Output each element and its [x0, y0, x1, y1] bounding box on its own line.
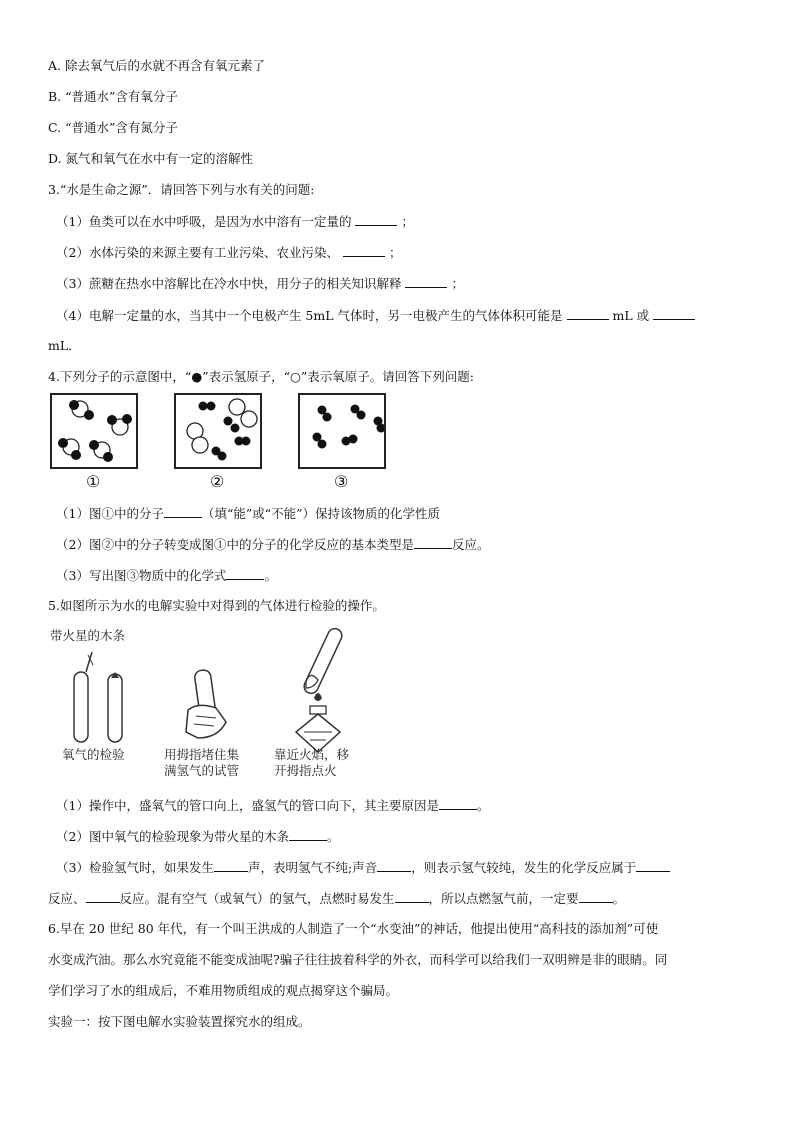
q3-blank-3[interactable] — [405, 275, 447, 288]
molecule-diagram-1 — [50, 393, 138, 469]
q3-part1-text: （1）鱼类可以在水中呼吸，是因为水中溶有一定量的 — [56, 214, 352, 229]
q4-part3 — [56, 567, 277, 584]
gas-test-figure — [48, 622, 368, 787]
molecule-diagram-3 — [298, 393, 386, 469]
q4-part1-text: （1）图①中的分子 — [56, 506, 164, 521]
oxygen-test-caption: 氧气的检验 — [62, 747, 125, 762]
q5-blank-8[interactable] — [579, 890, 613, 903]
q4-part1 — [56, 505, 440, 522]
q4-part3-text: （3）写出图③物质中的化学式 — [56, 568, 227, 583]
q3-part2-end: ； — [388, 245, 402, 260]
q5-part2-text: （2）图中氧气的检验现象为带火星的木条 — [56, 829, 289, 844]
q4-blank-2[interactable] — [414, 536, 452, 549]
q5-part4-b: 反应。混有空气（或氧气）的氢气，点燃时易发生 — [119, 891, 395, 906]
q3-part1 — [56, 213, 414, 230]
q5-blank-7[interactable] — [395, 890, 429, 903]
q3-part3-text: （3）蔗糖在热水中溶解比在冷水中快，用分子的相关知识解释 — [56, 276, 402, 291]
q5-part4-d: 。 — [612, 891, 626, 906]
q3-part1-end: ； — [401, 214, 414, 229]
option-a: A. 除去氧气后的水就不再含有氧元素了 — [48, 58, 265, 73]
molecule-diagram-2-svg — [176, 395, 260, 467]
q5-blank-2[interactable] — [289, 828, 327, 841]
q4-blank-3[interactable] — [226, 567, 264, 580]
q5-part3 — [56, 859, 670, 876]
q4-part2-end: 反应。 — [451, 537, 490, 552]
q5-part4-a: 反应、 — [48, 891, 86, 906]
q3-blank-2[interactable] — [343, 244, 385, 257]
q5-part1 — [56, 797, 489, 814]
q6-line-1: 6.早在 20 世纪 80 年代，有一个叫王洪成的人制造了一个“水变油”的神话，他提出使用“高科技的添加剂”可使 — [48, 921, 659, 936]
hydrogen-hold-caption-2: 满氢气的试管 — [164, 763, 240, 778]
q5-title: 5.如图所示为水的电解实验中对得到的气体进行检验的操作。 — [48, 598, 385, 613]
molecule-diagram-2 — [174, 393, 262, 469]
molecule-label-1: ① — [86, 472, 101, 491]
q3-part2 — [56, 244, 401, 261]
molecule-diagram-3-svg — [300, 395, 384, 467]
q4-title: 4.下列分子的示意图中，“●”表示氢原子，“○”表示氧原子。请回答下列问题: — [48, 369, 475, 384]
q3-part4 — [56, 307, 695, 324]
hydrogen-hold-caption-1: 用拇指堵住集 — [164, 747, 240, 762]
q5-blank-5[interactable] — [636, 859, 670, 872]
q3-blank-1[interactable] — [355, 213, 397, 226]
splint-label: 带火星的木条 — [50, 628, 126, 643]
q5-part1-end: 。 — [476, 798, 490, 813]
q5-blank-3[interactable] — [214, 859, 248, 872]
q3-title: 3.“水是生命之源”．请回答下列与水有关的问题: — [48, 182, 315, 197]
q5-part1-text: （1）操作中，盛氧气的管口向上，盛氢气的管口向下，其主要原因是 — [56, 798, 439, 813]
q4-part2-text: （2）图②中的分子转变成图①中的分子的化学反应的基本类型是 — [56, 537, 414, 552]
q4-part2 — [56, 536, 489, 553]
q3-blank-4[interactable] — [567, 307, 609, 320]
q5-part3-mid: 声，表明氢气不纯;声音 — [247, 860, 378, 875]
q3-part4-cont: mL． — [48, 338, 81, 353]
q5-part2-end: 。 — [326, 829, 340, 844]
q4-part1-end: （填“能”或“不能”）保持该物质的化学性质 — [201, 506, 441, 521]
ignite-caption-1: 靠近火焰，移 — [274, 747, 350, 762]
q5-part3-text: （3）检验氢气时，如果发生 — [56, 860, 214, 875]
molecule-label-2: ② — [210, 472, 225, 491]
q3-part3-end: ； — [451, 276, 464, 291]
q5-part3-end: ，则表示氢气较纯，发生的化学反应属于 — [411, 860, 637, 875]
q5-blank-6[interactable] — [86, 890, 120, 903]
q3-part2-text: （2）水体污染的来源主要有工业污染、农业污染、 — [56, 245, 339, 260]
q5-part3-cont — [48, 890, 625, 907]
ignite-caption-2: 开拇指点火 — [274, 763, 337, 778]
q6-line-3: 学们学习了水的组成后，不难用物质组成的观点揭穿这个骗局。 — [48, 983, 399, 998]
q3-part4-text: （4）电解一定量的水，当其中一个电极产生 5mL 气体时，另一电极产生的气体体积可能是 — [56, 308, 563, 323]
molecule-label-3: ③ — [334, 472, 349, 491]
q5-blank-1[interactable] — [439, 797, 477, 810]
q4-blank-1[interactable] — [164, 505, 202, 518]
option-c: C. “普通水”含有氮分子 — [48, 120, 178, 135]
q3-part3 — [56, 275, 464, 292]
q3-blank-5[interactable] — [653, 307, 695, 320]
q5-part4-c: ，所以点燃氢气前，一定要 — [428, 891, 579, 906]
q5-part2 — [56, 828, 339, 845]
q5-blank-4[interactable] — [377, 859, 411, 872]
option-b: B. “普通水”含有氧分子 — [48, 89, 178, 104]
q3-part4-mid: mL 或 — [612, 308, 650, 323]
q4-part3-end: 。 — [264, 568, 277, 583]
molecule-diagram-1-svg — [52, 395, 136, 467]
q6-line-2: 水变成汽油。那么水究竟能不能变成油呢?骗子往往披着科学的外衣，而科学可以给我们一双明辨是非的眼睛。同 — [48, 952, 668, 967]
option-d: D. 氮气和氧气在水中有一定的溶解性 — [48, 151, 254, 166]
q6-experiment-1: 实验一：按下图电解水实验装置探究水的组成。 — [48, 1014, 311, 1029]
